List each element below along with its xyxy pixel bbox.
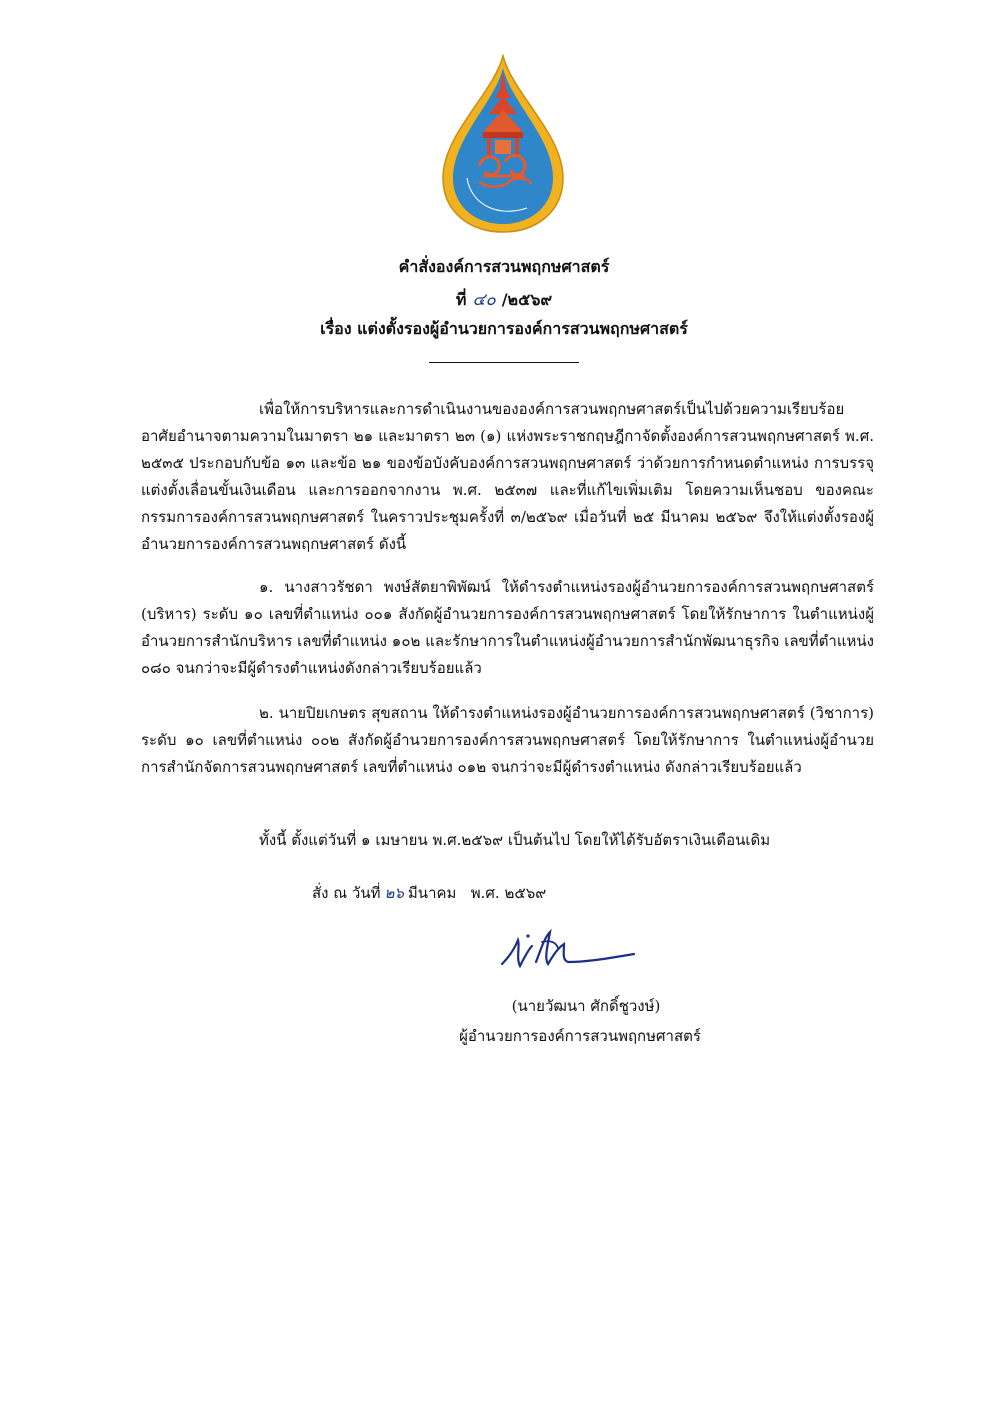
header-divider [429, 362, 579, 363]
order-number-year: /๒๕๖๙ [501, 290, 553, 309]
botanical-garden-organization-logo [439, 54, 567, 234]
appointment-item-1: ๑. นางสาวรัชดา พงษ์สัตยาพิพัฒน์ ให้ดำรงตำแหน่งรองผู้อำนวยการองค์การสวนพฤกษศาสตร์ (บริหาร) ระดับ ๑๐ เลขที่ตำแหน่ง ๐๐๑ สังกัดผู้อำนวยการองค์การสวนพฤกษศาสตร์ โดยให้รักษาการ ในตำแหน่งผู้อำนวยการสำนักบริหาร เลขที่ตำแหน่ง ๑๐๒ และรักษาการในตำแหน่งผู้อำนวยการสำนักพัฒนาธุรกิจ เลขที่ตำแหน่ง ๐๘๐ จนกว่าจะมีผู้ดำรงตำแหน่งดังกล่าวเรียบร้อยแล้ว [141, 578, 874, 677]
order-subject: เรื่อง แต่งตั้งรองผู้อำนวยการองค์การสวนพฤกษศาสตร์ [320, 319, 688, 338]
order-date [312, 881, 546, 905]
effective-date-paragraph: ทั้งนี้ ตั้งแต่วันที่ ๑ เมษายน พ.ศ.๒๕๖๙ เป็นต้นไป โดยให้ได้รับอัตราเงินเดือนเดิม [259, 831, 771, 849]
order-date-year: พ.ศ. ๒๕๖๙ [470, 884, 547, 902]
signer-title: ผู้อำนวยการองค์การสวนพฤกษศาสตร์ [459, 1027, 701, 1045]
appointment-item-2: ๒. นายปิยเกษตร สุขสถาน ให้ดำรงตำแหน่งรองผู้อำนวยการองค์การสวนพฤกษศาสตร์ (วิชาการ) ระดับ ๑๐ เลขที่ตำแหน่ง ๐๐๒ สังกัดผู้อำนวยการองค์การสวนพฤกษศาสตร์ โดยให้รักษาการ ในตำแหน่งผู้อำนวยการสำนักจัดการสวนพฤกษศาสตร์ เลขที่ตำแหน่ง ๐๑๒ จนกว่าจะมีผู้ดำรงตำแหน่ง ดังกล่าวเรียบร้อยแล้ว [141, 704, 874, 776]
handwritten-signature [498, 928, 638, 980]
signer-name: (นายวัฒนา ศักดิ์ชูวงษ์) [511, 997, 661, 1015]
order-date-day-handwritten: ๒๖ [384, 884, 404, 902]
order-number-handwritten: ๔๐ [472, 290, 496, 310]
order-number-line [0, 289, 1008, 311]
order-date-prefix: สั่ง ณ วันที่ [312, 884, 381, 902]
order-number-prefix: ที่ [455, 290, 467, 309]
preamble-paragraph: เพื่อให้การบริหารและการดำเนินงานขององค์การสวนพฤกษศาสตร์เป็นไปด้วยความเรียบร้อย อาศัยอำนาจตามความในมาตรา ๒๑ และมาตรา ๒๓ (๑) แห่งพระราชกฤษฎีกาจัดตั้งองค์การสวนพฤกษศาสตร์ พ.ศ. ๒๕๓๕ ประกอบกับข้อ ๑๓ และข้อ ๒๑ ของข้อบังคับองค์การสวนพฤกษศาสตร์ ว่าด้วยการกำหนดตำแหน่ง การบรรจุแต่งตั้งเลื่อนขั้นเงินเดือน และการออกจากงาน พ.ศ. ๒๕๓๗ และที่แก้ไขเพิ่มเติม โดยความเห็นชอบ ของคณะกรรมการองค์การสวนพฤกษศาสตร์ ในคราวประชุมครั้งที่ ๓/๒๕๖๙ เมื่อวันที่ ๒๕ มีนาคม ๒๕๖๙ จึงให้แต่งตั้งรองผู้อำนวยการองค์การสวนพฤกษศาสตร์ ดังนี้ [141, 400, 874, 553]
order-title: คำสั่งองค์การสวนพฤกษศาสตร์ [398, 257, 610, 276]
order-date-month: มีนาคม [407, 884, 457, 902]
